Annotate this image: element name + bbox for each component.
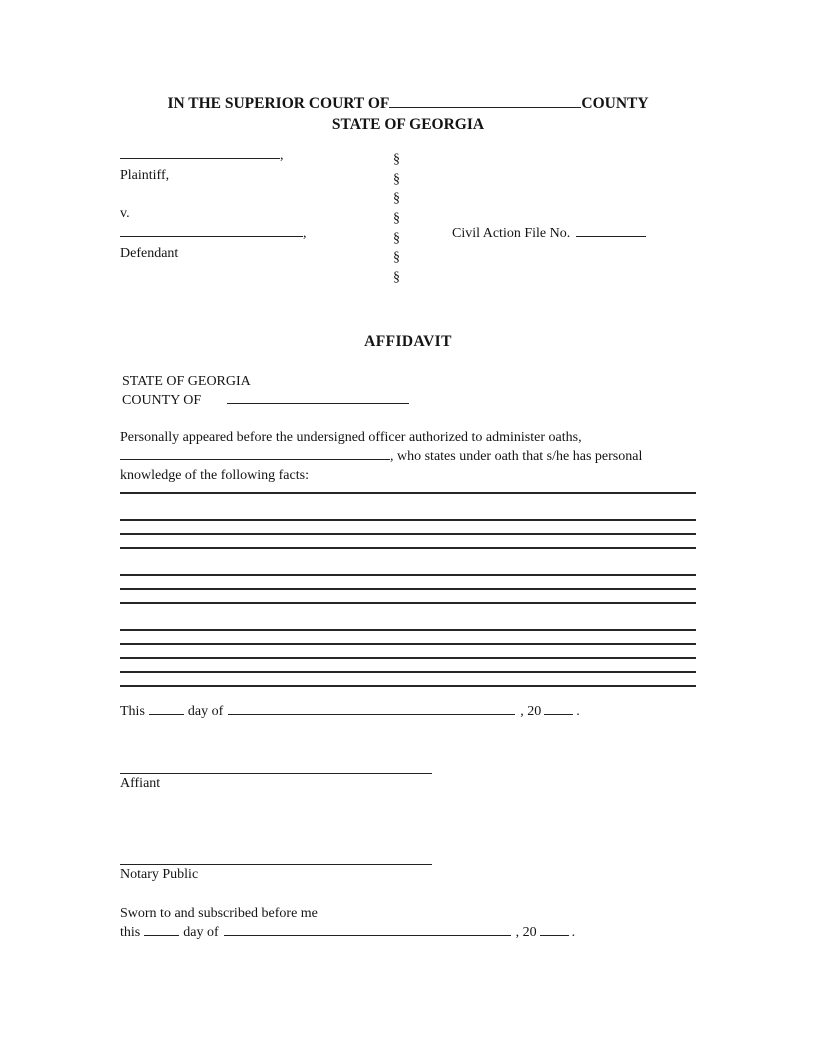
venue-county-label: COUNTY OF xyxy=(122,393,202,408)
intro-line-3: knowledge of the following facts: xyxy=(120,468,309,483)
venue-county-blank xyxy=(227,391,409,404)
jurat-line-2 xyxy=(120,923,575,942)
ruled-line xyxy=(120,657,696,659)
jurat-month-blank xyxy=(224,923,511,936)
venue-county-row xyxy=(122,391,409,410)
defendant-label: Defendant xyxy=(120,246,179,261)
caption-parties xyxy=(120,146,307,264)
intro-line-2-text: , who states under oath that s/he has personal xyxy=(390,449,643,464)
affiant-signature-block xyxy=(120,760,432,794)
civil-action-row xyxy=(452,224,646,244)
civil-action-label: Civil Action File No. xyxy=(452,226,571,241)
section-symbol: § xyxy=(393,230,400,246)
venue-block xyxy=(122,372,409,410)
execution-day-blank xyxy=(149,702,184,715)
ruled-line xyxy=(120,588,696,590)
ruled-line xyxy=(120,671,696,673)
state-title-line: STATE OF GEORGIA xyxy=(331,116,485,133)
execution-day-of-label: day of xyxy=(187,704,224,719)
ruled-line xyxy=(120,519,696,521)
intro-line-2 xyxy=(120,447,700,466)
jurat-block xyxy=(120,904,575,942)
affiant-label: Affiant xyxy=(120,776,161,791)
execution-month-blank xyxy=(228,702,515,715)
jurat-day-of-label: day of xyxy=(183,925,219,940)
ruled-line xyxy=(120,629,696,631)
intro-paragraph xyxy=(120,428,700,485)
section-symbol-column xyxy=(393,150,400,288)
execution-year-prefix: , 20 xyxy=(520,704,542,719)
execution-this-label: This xyxy=(120,704,145,719)
ruled-line xyxy=(120,547,696,549)
section-symbol: § xyxy=(393,250,400,266)
court-title-line xyxy=(0,95,816,113)
affiant-signature-line xyxy=(120,760,432,774)
jurat-period: . xyxy=(571,925,576,940)
ruled-line xyxy=(120,643,696,645)
defendant-name-row xyxy=(120,224,307,244)
notary-label: Notary Public xyxy=(120,867,199,882)
section-symbol: § xyxy=(393,211,400,227)
notary-signature-block xyxy=(120,851,432,885)
court-title-prefix: IN THE SUPERIOR COURT OF xyxy=(167,95,390,112)
jurat-this-label: this xyxy=(120,925,141,940)
execution-year-blank xyxy=(544,702,573,715)
intro-line-1: Personally appeared before the undersigned officer authorized to administer oaths, xyxy=(120,430,582,445)
plaintiff-name-blank xyxy=(120,146,280,159)
court-title-suffix: COUNTY xyxy=(581,95,649,112)
versus-label: v. xyxy=(120,206,130,221)
document-title: AFFIDAVIT xyxy=(364,333,452,350)
section-symbol: § xyxy=(393,171,400,187)
ruled-line xyxy=(120,492,696,494)
jurat-day-blank xyxy=(144,923,179,936)
civil-action-number-blank xyxy=(576,224,646,237)
ruled-line xyxy=(120,533,696,535)
jurat-year-blank xyxy=(540,923,569,936)
jurat-line-1: Sworn to and subscribed before me xyxy=(120,906,318,921)
plaintiff-label: Plaintiff, xyxy=(120,168,170,183)
affiant-name-blank xyxy=(120,447,390,460)
section-symbol: § xyxy=(393,270,400,286)
jurat-year-prefix: , 20 xyxy=(515,925,537,940)
ruled-line xyxy=(120,685,696,687)
document-header xyxy=(0,95,816,134)
section-symbol: § xyxy=(393,152,400,167)
ruled-line xyxy=(120,602,696,604)
execution-period: . xyxy=(576,704,580,719)
plaintiff-name-row xyxy=(120,146,307,166)
defendant-comma: , xyxy=(303,226,307,241)
venue-state: STATE OF GEORGIA xyxy=(122,374,251,389)
ruled-line xyxy=(120,574,696,576)
section-symbol: § xyxy=(393,191,400,207)
plaintiff-comma: , xyxy=(280,148,284,163)
facts-lines xyxy=(120,492,696,687)
execution-date-line xyxy=(120,702,580,722)
county-name-blank xyxy=(389,95,581,108)
notary-signature-line xyxy=(120,851,432,865)
defendant-name-blank xyxy=(120,224,303,237)
